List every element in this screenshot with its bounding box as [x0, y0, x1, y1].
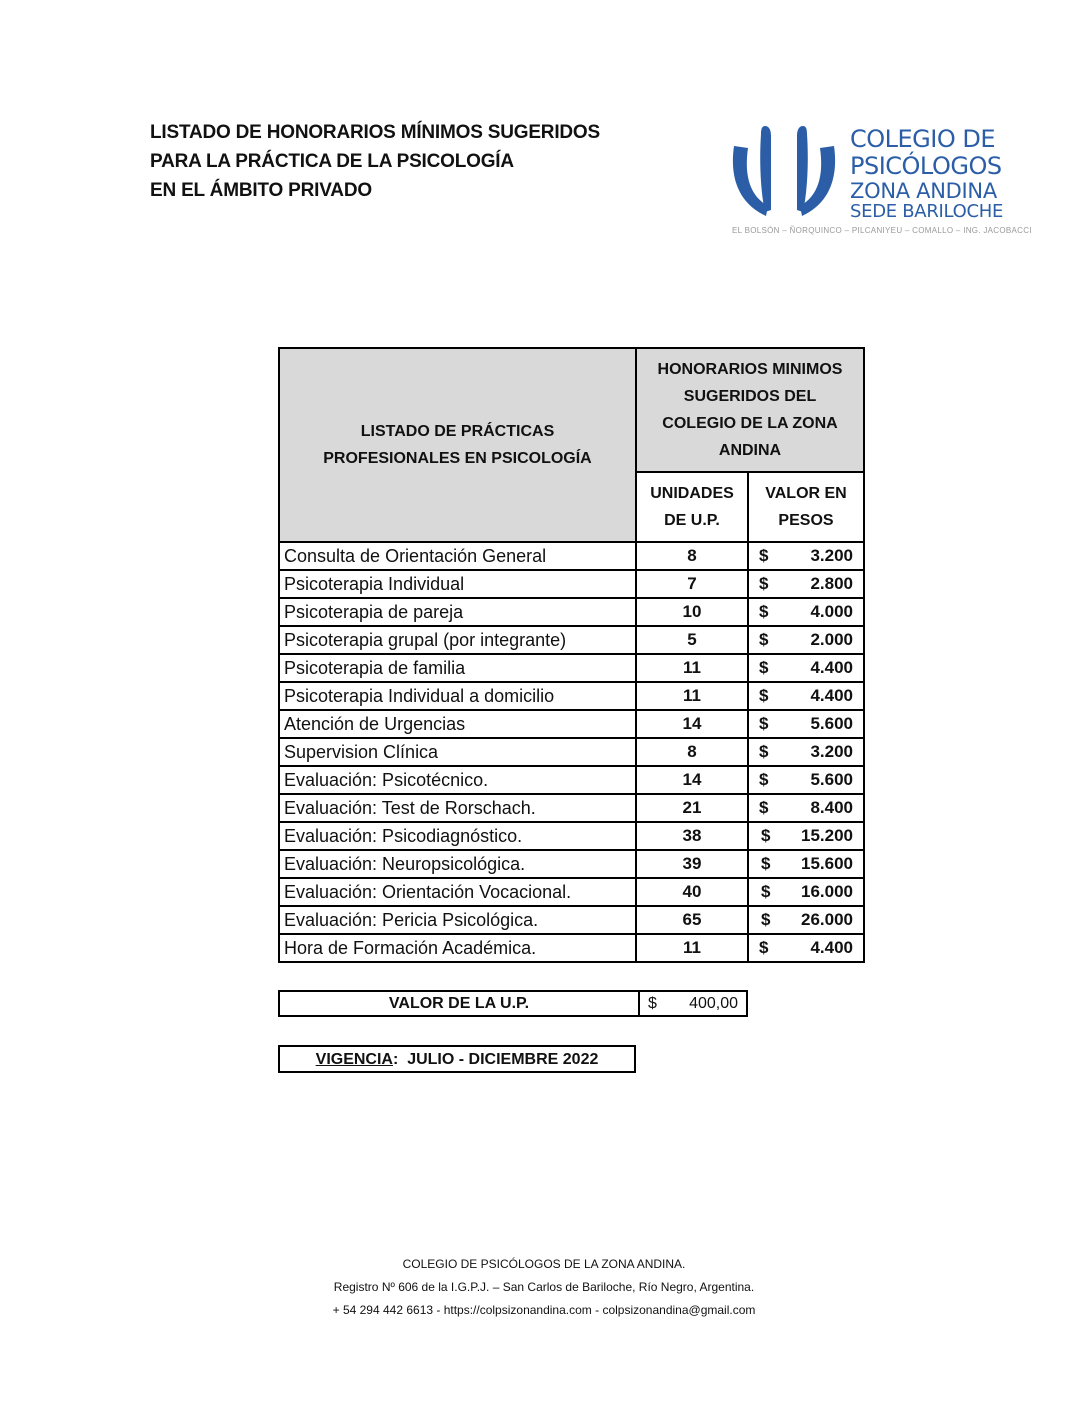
- currency-symbol: $: [759, 602, 769, 621]
- table-row: [279, 766, 864, 794]
- practice-units: 40: [636, 878, 748, 906]
- practice-value: [748, 626, 864, 654]
- table-row: [279, 710, 864, 738]
- practice-units: 8: [636, 542, 748, 570]
- practice-value: [748, 822, 864, 850]
- title-line-1: LISTADO DE HONORARIOS MÍNIMOS SUGERIDOS: [150, 122, 600, 143]
- table-row: [279, 654, 864, 682]
- amount: 26.000: [801, 910, 853, 929]
- practice-value: [748, 934, 864, 962]
- currency-symbol: $: [761, 854, 771, 873]
- amount: 3.200: [810, 546, 853, 565]
- logo-line-4: SEDE BARILOCHE: [850, 201, 1004, 222]
- up-currency: $: [648, 995, 657, 1012]
- practice-units: 7: [636, 570, 748, 598]
- practice-value: [748, 794, 864, 822]
- amount: 5.600: [810, 714, 853, 733]
- practice-value: [748, 654, 864, 682]
- practice-value: [748, 738, 864, 766]
- amount: 16.000: [801, 882, 853, 901]
- practice-name: Consulta de Orientación General: [279, 542, 636, 570]
- table-row: [279, 598, 864, 626]
- table-row: [279, 570, 864, 598]
- practice-value: [748, 850, 864, 878]
- logo-line-3: ZONA ANDINA: [850, 179, 997, 203]
- amount: 2.800: [810, 574, 853, 593]
- amount: 4.400: [810, 938, 853, 957]
- practice-units: 11: [636, 654, 748, 682]
- practice-name: Evaluación: Orientación Vocacional.: [279, 878, 636, 906]
- practice-units: 11: [636, 682, 748, 710]
- vigencia-period: JULIO - DICIEMBRE 2022: [407, 1051, 599, 1068]
- table-row: [279, 794, 864, 822]
- title-line-3: EN EL ÁMBITO PRIVADO: [150, 180, 372, 201]
- table-row: [279, 682, 864, 710]
- vigencia-label: VIGENCIA: [315, 1051, 393, 1068]
- amount: 15.600: [801, 854, 853, 873]
- practice-name: Evaluación: Pericia Psicológica.: [279, 906, 636, 934]
- table-row: [279, 542, 864, 570]
- fees-table: [278, 347, 865, 963]
- practice-units: 10: [636, 598, 748, 626]
- up-amount: 400,00: [689, 995, 738, 1012]
- up-label: VALOR DE LA U.P.: [280, 992, 640, 1015]
- practice-units: 14: [636, 766, 748, 794]
- table-row: [279, 626, 864, 654]
- currency-symbol: $: [761, 826, 771, 845]
- practice-value: [748, 906, 864, 934]
- currency-symbol: $: [759, 574, 769, 593]
- amount: 4.400: [810, 658, 853, 677]
- title-line-2: PARA LA PRÁCTICA DE LA PSICOLOGÍA: [150, 151, 514, 172]
- document-title: [150, 118, 600, 205]
- practice-units: 5: [636, 626, 748, 654]
- practice-name: Evaluación: Neuropsicológica.: [279, 850, 636, 878]
- practice-name: Psicoterapia de familia: [279, 654, 636, 682]
- currency-symbol: $: [759, 630, 769, 649]
- amount: 2.000: [810, 630, 853, 649]
- table-row: [279, 738, 864, 766]
- currency-symbol: $: [761, 910, 771, 929]
- practice-name: Evaluación: Test de Rorschach.: [279, 794, 636, 822]
- practice-name: Atención de Urgencias: [279, 710, 636, 738]
- practice-name: Psicoterapia grupal (por integrante): [279, 626, 636, 654]
- practice-name: Evaluación: Psicotécnico.: [279, 766, 636, 794]
- logo-towns: EL BOLSÓN – ÑORQUINCO – PILCANIYEU – COMALLO – ING. JACOBACCI: [732, 226, 1032, 235]
- practice-value: [748, 542, 864, 570]
- practice-units: 21: [636, 794, 748, 822]
- currency-symbol: $: [759, 546, 769, 565]
- practice-value: [748, 710, 864, 738]
- table-row: [279, 878, 864, 906]
- practice-name: Psicoterapia Individual a domicilio: [279, 682, 636, 710]
- header-practices: LISTADO DE PRÁCTICAS PROFESIONALES EN PSICOLOGÍA: [279, 348, 636, 542]
- practice-name: Hora de Formación Académica.: [279, 934, 636, 962]
- practice-value: [748, 878, 864, 906]
- practice-name: Evaluación: Psicodiagnóstico.: [279, 822, 636, 850]
- practice-units: 8: [636, 738, 748, 766]
- amount: 4.400: [810, 686, 853, 705]
- practice-units: 39: [636, 850, 748, 878]
- practice-name: Psicoterapia de pareja: [279, 598, 636, 626]
- currency-symbol: $: [759, 798, 769, 817]
- practice-units: 14: [636, 710, 748, 738]
- header-fees: HONORARIOS MINIMOS SUGERIDOS DEL COLEGIO DE LA ZONA ANDINA: [636, 348, 864, 472]
- table-row: [279, 850, 864, 878]
- psi-logo-icon: [728, 124, 840, 220]
- amount: 8.400: [810, 798, 853, 817]
- practice-value: [748, 766, 864, 794]
- amount: 5.600: [810, 770, 853, 789]
- currency-symbol: $: [759, 658, 769, 677]
- practice-value: [748, 570, 864, 598]
- up-value-box: [278, 990, 748, 1017]
- footer-line-1: COLEGIO DE PSICÓLOGOS DE LA ZONA ANDINA.: [402, 1257, 686, 1271]
- practice-units: 65: [636, 906, 748, 934]
- footer-line-2: Registro Nº 606 de la I.G.P.J. – San Carlos de Bariloche, Río Negro, Argentina.: [333, 1280, 755, 1294]
- college-logo: [728, 124, 1032, 244]
- currency-symbol: $: [759, 686, 769, 705]
- practice-units: 38: [636, 822, 748, 850]
- vigencia-box: [278, 1045, 636, 1073]
- logo-line-2: PSICÓLOGOS: [850, 152, 1002, 180]
- table-row: [279, 822, 864, 850]
- footer: [0, 1253, 1088, 1322]
- footer-line-3: + 54 294 442 6613 - https://colpsizonandina.com - colpsizonandina@gmail.com: [332, 1303, 756, 1317]
- currency-symbol: $: [759, 938, 769, 957]
- practice-value: [748, 598, 864, 626]
- practice-name: Psicoterapia Individual: [279, 570, 636, 598]
- logo-line-1: COLEGIO DE: [850, 125, 996, 153]
- vigencia-sep: :: [392, 1051, 399, 1068]
- currency-symbol: $: [759, 742, 769, 761]
- table-row: [279, 934, 864, 962]
- amount: 15.200: [801, 826, 853, 845]
- currency-symbol: $: [759, 714, 769, 733]
- header-units: UNIDADES DE U.P.: [636, 472, 748, 542]
- amount: 4.000: [810, 602, 853, 621]
- up-value: [640, 992, 746, 1015]
- currency-symbol: $: [759, 770, 769, 789]
- currency-symbol: $: [761, 882, 771, 901]
- header-value: VALOR EN PESOS: [748, 472, 864, 542]
- amount: 3.200: [810, 742, 853, 761]
- table-row: [279, 906, 864, 934]
- practice-units: 11: [636, 934, 748, 962]
- practice-value: [748, 682, 864, 710]
- practice-name: Supervision Clínica: [279, 738, 636, 766]
